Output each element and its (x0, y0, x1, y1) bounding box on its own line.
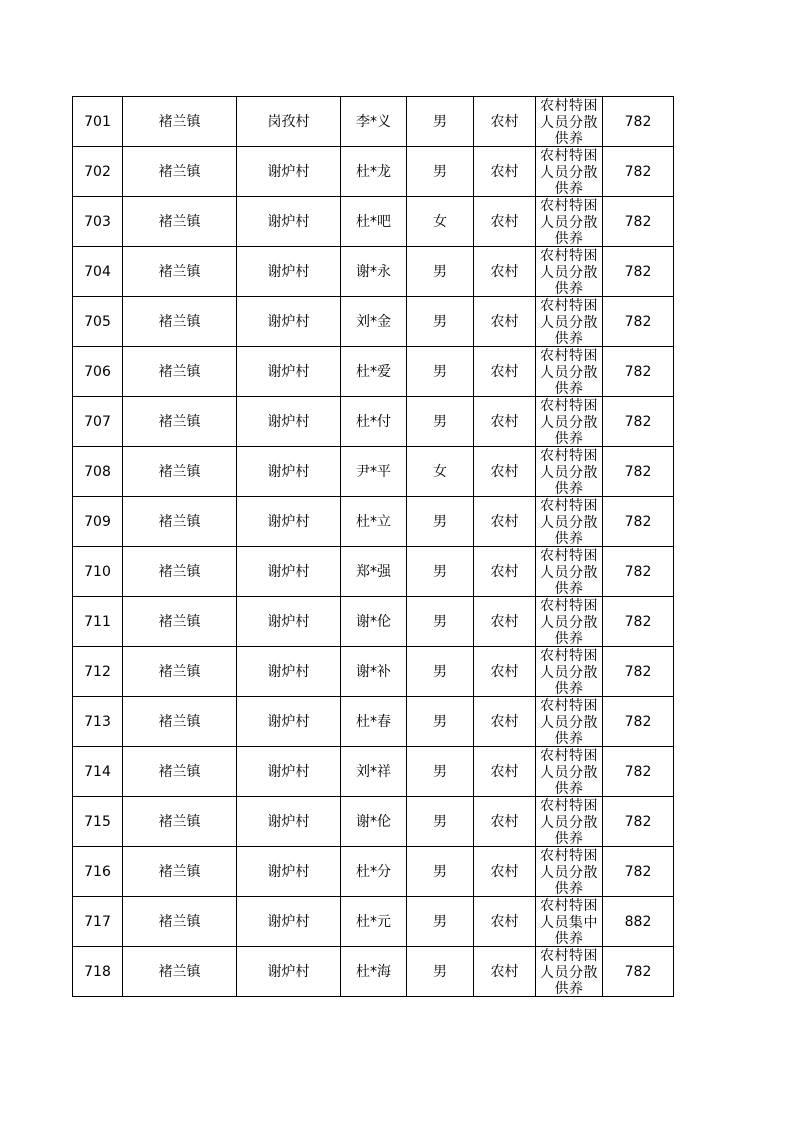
amount-cell: 782 (603, 747, 674, 797)
gender-cell: 男 (407, 947, 474, 997)
amount-cell: 782 (603, 347, 674, 397)
area-cell: 农村 (474, 447, 536, 497)
row-number-cell: 714 (73, 747, 123, 797)
village-cell: 谢炉村 (237, 897, 341, 947)
category-text: 农村特困人员分散供养 (540, 348, 598, 395)
table-row (73, 547, 674, 597)
town-cell: 褚兰镇 (123, 447, 237, 497)
category-cell (536, 897, 603, 947)
town-cell: 褚兰镇 (123, 897, 237, 947)
name-cell: 郑*强 (341, 547, 407, 597)
table-row (73, 247, 674, 297)
category-text: 农村特困人员分散供养 (540, 148, 598, 195)
category-cell (536, 647, 603, 697)
amount-cell: 782 (603, 97, 674, 147)
village-cell: 谢炉村 (237, 347, 341, 397)
area-cell: 农村 (474, 147, 536, 197)
table-row (73, 647, 674, 697)
category-cell (536, 347, 603, 397)
name-cell: 李*义 (341, 97, 407, 147)
village-cell: 谢炉村 (237, 747, 341, 797)
name-cell: 杜*付 (341, 397, 407, 447)
category-cell (536, 847, 603, 897)
category-cell (536, 247, 603, 297)
area-cell: 农村 (474, 97, 536, 147)
amount-cell: 782 (603, 497, 674, 547)
amount-cell: 782 (603, 597, 674, 647)
village-cell: 谢炉村 (237, 947, 341, 997)
town-cell: 褚兰镇 (123, 397, 237, 447)
gender-cell: 男 (407, 747, 474, 797)
village-cell: 岗孜村 (237, 97, 341, 147)
category-cell (536, 147, 603, 197)
town-cell: 褚兰镇 (123, 497, 237, 547)
town-cell: 褚兰镇 (123, 147, 237, 197)
name-cell: 杜*分 (341, 847, 407, 897)
area-cell: 农村 (474, 347, 536, 397)
gender-cell: 男 (407, 147, 474, 197)
area-cell: 农村 (474, 597, 536, 647)
area-cell: 农村 (474, 697, 536, 747)
gender-cell: 男 (407, 647, 474, 697)
village-cell: 谢炉村 (237, 147, 341, 197)
row-number-cell: 706 (73, 347, 123, 397)
table-body (73, 97, 674, 997)
name-cell: 谢*伦 (341, 797, 407, 847)
gender-cell: 男 (407, 347, 474, 397)
row-number-cell: 718 (73, 947, 123, 997)
category-text: 农村特困人员分散供养 (540, 648, 598, 695)
amount-cell: 782 (603, 247, 674, 297)
category-cell (536, 597, 603, 647)
row-number-cell: 708 (73, 447, 123, 497)
name-cell: 杜*立 (341, 497, 407, 547)
category-text: 农村特困人员分散供养 (540, 198, 598, 245)
amount-cell: 782 (603, 547, 674, 597)
amount-cell: 782 (603, 447, 674, 497)
town-cell: 褚兰镇 (123, 697, 237, 747)
village-cell: 谢炉村 (237, 697, 341, 747)
area-cell: 农村 (474, 497, 536, 547)
gender-cell: 男 (407, 847, 474, 897)
village-cell: 谢炉村 (237, 547, 341, 597)
row-number-cell: 713 (73, 697, 123, 747)
category-cell (536, 947, 603, 997)
name-cell: 刘*祥 (341, 747, 407, 797)
town-cell: 褚兰镇 (123, 847, 237, 897)
row-number-cell: 710 (73, 547, 123, 597)
category-cell (536, 197, 603, 247)
amount-cell: 782 (603, 697, 674, 747)
town-cell: 褚兰镇 (123, 747, 237, 797)
category-text: 农村特困人员分散供养 (540, 498, 598, 545)
category-cell (536, 697, 603, 747)
row-number-cell: 701 (73, 97, 123, 147)
category-text: 农村特困人员分散供养 (540, 848, 598, 895)
area-cell: 农村 (474, 547, 536, 597)
gender-cell: 女 (407, 197, 474, 247)
gender-cell: 男 (407, 697, 474, 747)
category-text: 农村特困人员分散供养 (540, 948, 598, 995)
amount-cell: 782 (603, 797, 674, 847)
area-cell: 农村 (474, 197, 536, 247)
town-cell: 褚兰镇 (123, 347, 237, 397)
area-cell: 农村 (474, 297, 536, 347)
category-text: 农村特困人员分散供养 (540, 98, 598, 145)
row-number-cell: 712 (73, 647, 123, 697)
category-text: 农村特困人员分散供养 (540, 448, 598, 495)
category-text: 农村特困人员分散供养 (540, 798, 598, 845)
gender-cell: 男 (407, 547, 474, 597)
area-cell: 农村 (474, 647, 536, 697)
table-row (73, 297, 674, 347)
row-number-cell: 703 (73, 197, 123, 247)
category-text: 农村特困人员分散供养 (540, 748, 598, 795)
gender-cell: 男 (407, 297, 474, 347)
category-cell (536, 747, 603, 797)
category-cell (536, 97, 603, 147)
town-cell: 褚兰镇 (123, 647, 237, 697)
table-row (73, 747, 674, 797)
village-cell: 谢炉村 (237, 197, 341, 247)
category-cell (536, 447, 603, 497)
table-row (73, 947, 674, 997)
table-row (73, 697, 674, 747)
name-cell: 谢*永 (341, 247, 407, 297)
amount-cell: 782 (603, 947, 674, 997)
village-cell: 谢炉村 (237, 597, 341, 647)
row-number-cell: 716 (73, 847, 123, 897)
category-cell (536, 397, 603, 447)
area-cell: 农村 (474, 747, 536, 797)
village-cell: 谢炉村 (237, 647, 341, 697)
name-cell: 杜*海 (341, 947, 407, 997)
name-cell: 刘*金 (341, 297, 407, 347)
category-text: 农村特困人员分散供养 (540, 248, 598, 295)
village-cell: 谢炉村 (237, 447, 341, 497)
table-row (73, 597, 674, 647)
table-row (73, 97, 674, 147)
table-row (73, 447, 674, 497)
village-cell: 谢炉村 (237, 797, 341, 847)
gender-cell: 男 (407, 397, 474, 447)
town-cell: 褚兰镇 (123, 297, 237, 347)
amount-cell: 882 (603, 897, 674, 947)
amount-cell: 782 (603, 397, 674, 447)
beneficiary-table (72, 96, 674, 997)
category-cell (536, 497, 603, 547)
town-cell: 褚兰镇 (123, 197, 237, 247)
category-text: 农村特困人员分散供养 (540, 398, 598, 445)
category-text: 农村特困人员分散供养 (540, 298, 598, 345)
table-row (73, 497, 674, 547)
gender-cell: 男 (407, 797, 474, 847)
category-text: 农村特困人员分散供养 (540, 598, 598, 645)
gender-cell: 男 (407, 497, 474, 547)
table-row (73, 197, 674, 247)
town-cell: 褚兰镇 (123, 597, 237, 647)
town-cell: 褚兰镇 (123, 797, 237, 847)
area-cell: 农村 (474, 797, 536, 847)
category-text: 农村特困人员分散供养 (540, 548, 598, 595)
gender-cell: 男 (407, 597, 474, 647)
gender-cell: 女 (407, 447, 474, 497)
table-row (73, 797, 674, 847)
gender-cell: 男 (407, 97, 474, 147)
village-cell: 谢炉村 (237, 497, 341, 547)
area-cell: 农村 (474, 847, 536, 897)
amount-cell: 782 (603, 297, 674, 347)
town-cell: 褚兰镇 (123, 247, 237, 297)
table-row (73, 847, 674, 897)
area-cell: 农村 (474, 947, 536, 997)
gender-cell: 男 (407, 897, 474, 947)
area-cell: 农村 (474, 397, 536, 447)
name-cell: 谢*伦 (341, 597, 407, 647)
row-number-cell: 711 (73, 597, 123, 647)
village-cell: 谢炉村 (237, 247, 341, 297)
category-text: 农村特困人员集中供养 (540, 898, 598, 945)
name-cell: 杜*龙 (341, 147, 407, 197)
row-number-cell: 702 (73, 147, 123, 197)
amount-cell: 782 (603, 647, 674, 697)
area-cell: 农村 (474, 897, 536, 947)
category-cell (536, 797, 603, 847)
row-number-cell: 705 (73, 297, 123, 347)
row-number-cell: 709 (73, 497, 123, 547)
village-cell: 谢炉村 (237, 847, 341, 897)
amount-cell: 782 (603, 847, 674, 897)
name-cell: 谢*补 (341, 647, 407, 697)
village-cell: 谢炉村 (237, 397, 341, 447)
table-row (73, 147, 674, 197)
name-cell: 杜*元 (341, 897, 407, 947)
row-number-cell: 717 (73, 897, 123, 947)
table-row (73, 397, 674, 447)
amount-cell: 782 (603, 197, 674, 247)
row-number-cell: 707 (73, 397, 123, 447)
name-cell: 杜*爱 (341, 347, 407, 397)
table-row (73, 347, 674, 397)
row-number-cell: 704 (73, 247, 123, 297)
name-cell: 尹*平 (341, 447, 407, 497)
gender-cell: 男 (407, 247, 474, 297)
town-cell: 褚兰镇 (123, 97, 237, 147)
table-row (73, 897, 674, 947)
area-cell: 农村 (474, 247, 536, 297)
name-cell: 杜*春 (341, 697, 407, 747)
name-cell: 杜*吧 (341, 197, 407, 247)
category-text: 农村特困人员分散供养 (540, 698, 598, 745)
town-cell: 褚兰镇 (123, 947, 237, 997)
amount-cell: 782 (603, 147, 674, 197)
category-cell (536, 547, 603, 597)
row-number-cell: 715 (73, 797, 123, 847)
category-cell (536, 297, 603, 347)
village-cell: 谢炉村 (237, 297, 341, 347)
town-cell: 褚兰镇 (123, 547, 237, 597)
